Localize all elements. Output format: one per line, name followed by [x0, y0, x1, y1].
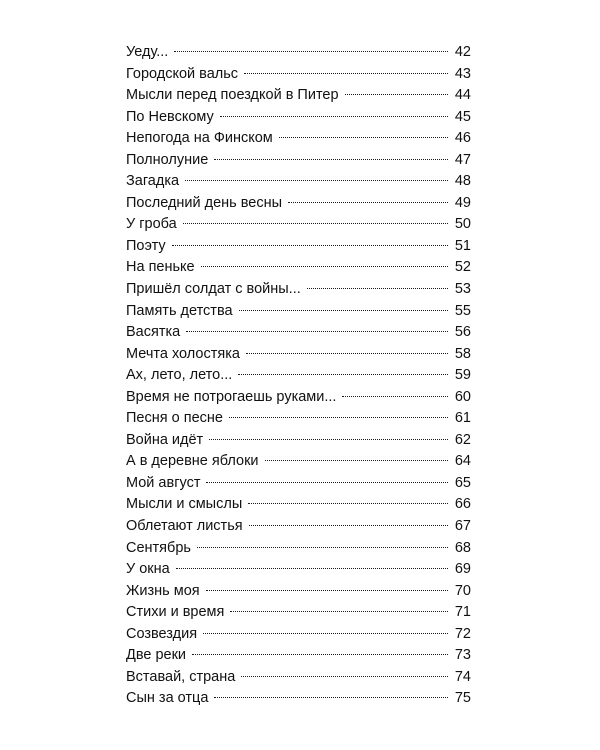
- toc-entry-page-number: 45: [454, 108, 471, 125]
- toc-entry-page-number: 56: [454, 324, 471, 341]
- toc-entry-page-number: 74: [454, 668, 471, 685]
- toc-entry-title: Жизнь моя: [126, 582, 200, 599]
- dot-leader: [214, 697, 448, 698]
- table-of-contents: [126, 42, 471, 710]
- toc-entry[interactable]: [126, 214, 471, 236]
- toc-entry[interactable]: [126, 236, 471, 258]
- toc-entry[interactable]: [126, 430, 471, 452]
- toc-entry-title: Мысли перед поездкой в Питер: [126, 87, 339, 104]
- toc-entry[interactable]: [126, 85, 471, 107]
- toc-entry[interactable]: [126, 538, 471, 560]
- dot-leader: [186, 331, 448, 332]
- dot-leader: [197, 547, 448, 548]
- toc-entry-page-number: 70: [454, 582, 471, 599]
- toc-entry-title: Мой август: [126, 474, 201, 491]
- toc-entry-page-number: 69: [454, 561, 471, 578]
- dot-leader: [206, 590, 448, 591]
- dot-leader: [265, 460, 448, 461]
- toc-entry[interactable]: [126, 559, 471, 581]
- toc-entry-title: Ах, лето, лето...: [126, 367, 233, 384]
- toc-entry-page-number: 46: [454, 130, 471, 147]
- toc-entry[interactable]: [126, 257, 471, 279]
- toc-entry[interactable]: [126, 301, 471, 323]
- toc-entry[interactable]: [126, 322, 471, 344]
- toc-entry-title: Полнолуние: [126, 151, 209, 168]
- toc-entry-page-number: 73: [454, 647, 471, 664]
- toc-entry-page-number: 65: [454, 474, 471, 491]
- dot-leader: [206, 482, 448, 483]
- dot-leader: [201, 266, 448, 267]
- toc-entry-title: Песня о песне: [126, 410, 223, 427]
- toc-entry-page-number: 51: [454, 237, 471, 254]
- toc-entry[interactable]: [126, 451, 471, 473]
- toc-entry-title: Городской вальс: [126, 65, 239, 82]
- toc-entry-title: А в деревне яблоки: [126, 453, 259, 470]
- dot-leader: [342, 396, 448, 397]
- dot-leader: [185, 180, 448, 181]
- toc-entry-title: Стихи и время: [126, 604, 225, 621]
- toc-entry-page-number: 66: [454, 496, 471, 513]
- toc-entry[interactable]: [126, 193, 471, 215]
- toc-entry[interactable]: [126, 128, 471, 150]
- toc-entry[interactable]: [126, 64, 471, 86]
- toc-entry[interactable]: [126, 667, 471, 689]
- toc-entry-title: Мысли и смыслы: [126, 496, 243, 513]
- toc-entry-page-number: 75: [454, 690, 471, 707]
- toc-entry[interactable]: [126, 150, 471, 172]
- toc-entry-title: Время не потрогаешь руками...: [126, 388, 337, 405]
- toc-entry-title: Две реки: [126, 647, 187, 664]
- toc-entry-page-number: 59: [454, 367, 471, 384]
- toc-entry-page-number: 50: [454, 216, 471, 233]
- toc-entry-page-number: 62: [454, 431, 471, 448]
- dot-leader: [246, 353, 448, 354]
- toc-entry-title: Война идёт: [126, 431, 204, 448]
- toc-entry-title: Последний день весны: [126, 194, 283, 211]
- toc-entry[interactable]: [126, 42, 471, 64]
- toc-entry-page-number: 48: [454, 173, 471, 190]
- toc-entry-title: Непогода на Финском: [126, 130, 273, 147]
- toc-entry-title: У окна: [126, 561, 170, 578]
- toc-entry-page-number: 49: [454, 194, 471, 211]
- toc-entry-title: Вставай, страна: [126, 668, 236, 685]
- toc-entry[interactable]: [126, 387, 471, 409]
- dot-leader: [241, 676, 448, 677]
- toc-entry[interactable]: [126, 107, 471, 129]
- toc-entry-title: Память детства: [126, 302, 233, 319]
- dot-leader: [238, 374, 448, 375]
- dot-leader: [192, 654, 448, 655]
- toc-entry[interactable]: [126, 494, 471, 516]
- toc-entry-page-number: 71: [454, 604, 471, 621]
- dot-leader: [220, 116, 448, 117]
- toc-entry[interactable]: [126, 688, 471, 710]
- toc-entry-title: Уеду...: [126, 44, 169, 60]
- toc-entry-page-number: 64: [454, 453, 471, 470]
- toc-entry[interactable]: [126, 365, 471, 387]
- dot-leader: [172, 245, 448, 246]
- toc-entry-page-number: 47: [454, 151, 471, 168]
- toc-entry-page-number: 52: [454, 259, 471, 276]
- toc-entry-page-number: 67: [454, 518, 471, 535]
- toc-entry-title: Созвездия: [126, 625, 198, 642]
- toc-entry-title: Поэту: [126, 237, 166, 254]
- toc-entry-title: Пришёл солдат с войны...: [126, 281, 301, 298]
- toc-entry[interactable]: [126, 581, 471, 603]
- dot-leader: [248, 503, 448, 504]
- toc-entry-page-number: 61: [454, 410, 471, 427]
- toc-entry-title: Сын за отца: [126, 690, 209, 707]
- toc-entry-title: Мечта холостяка: [126, 345, 240, 362]
- toc-entry-page-number: 72: [454, 625, 471, 642]
- dot-leader: [288, 202, 448, 203]
- toc-entry[interactable]: [126, 516, 471, 538]
- dot-leader: [244, 73, 448, 74]
- dot-leader: [174, 51, 448, 52]
- toc-entry[interactable]: [126, 171, 471, 193]
- dot-leader: [230, 611, 448, 612]
- toc-entry[interactable]: [126, 624, 471, 646]
- dot-leader: [176, 568, 448, 569]
- dot-leader: [249, 525, 448, 526]
- dot-leader: [203, 633, 448, 634]
- toc-entry-title: Загадка: [126, 173, 180, 190]
- toc-entry-title: По Невскому: [126, 108, 214, 125]
- toc-entry-title: На пеньке: [126, 259, 195, 276]
- toc-entry-title: Васятка: [126, 324, 181, 341]
- dot-leader: [209, 439, 448, 440]
- dot-leader: [183, 223, 448, 224]
- dot-leader: [279, 137, 448, 138]
- dot-leader: [239, 310, 448, 311]
- toc-entry[interactable]: [126, 408, 471, 430]
- dot-leader: [345, 94, 448, 95]
- toc-entry-title: У гроба: [126, 216, 177, 233]
- toc-entry-page-number: 58: [454, 345, 471, 362]
- toc-entry[interactable]: [126, 279, 471, 301]
- toc-entry[interactable]: [126, 602, 471, 624]
- toc-entry-page-number: 55: [454, 302, 471, 319]
- dot-leader: [307, 288, 448, 289]
- toc-entry-page-number: 60: [454, 388, 471, 405]
- toc-entry-page-number: 68: [454, 539, 471, 556]
- toc-entry[interactable]: [126, 645, 471, 667]
- toc-entry[interactable]: [126, 473, 471, 495]
- toc-entry-page-number: 42: [454, 44, 471, 60]
- toc-entry-title: Сентябрь: [126, 539, 191, 556]
- dot-leader: [214, 159, 448, 160]
- toc-entry[interactable]: [126, 344, 471, 366]
- dot-leader: [229, 417, 448, 418]
- toc-entry-page-number: 53: [454, 281, 471, 298]
- toc-entry-page-number: 43: [454, 65, 471, 82]
- toc-entry-page-number: 44: [454, 87, 471, 104]
- toc-entry-title: Облетают листья: [126, 518, 243, 535]
